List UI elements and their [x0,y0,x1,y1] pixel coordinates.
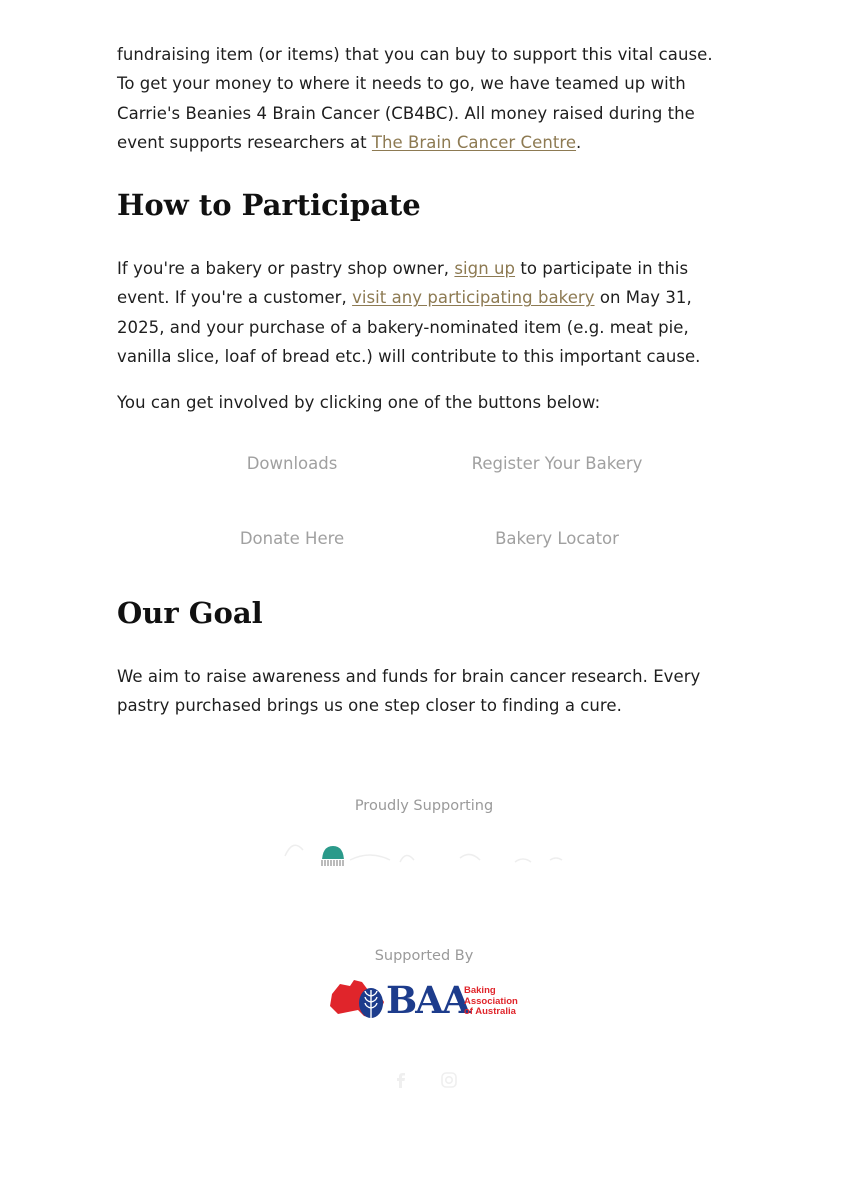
intro-section [117,40,732,157]
intro-line-1: fundraising item (or items) that you can buy to support this vital cause. [117,45,713,64]
intro-line-2: To get your money to where it needs to go, we have teamed up with [117,74,686,94]
baa-name-line-2: Association [464,995,518,1007]
downloads-button[interactable]: Downloads [246,454,338,473]
supported-by-label: Supported By [374,948,474,964]
donate-button[interactable]: Donate Here [239,529,345,548]
beanie-icon [280,826,580,870]
bakery-locator-button[interactable]: Bakery Locator [495,529,619,548]
participate-text-a: If you're a bakery or pastry shop owner, [117,259,455,278]
goal-section [117,662,732,721]
get-involved-text: You can get involved by clicking one of the buttons below: [117,393,601,413]
baa-letters: BAA [386,978,469,1022]
australia-wheat-icon [328,976,388,1022]
participate-text-b: to participate in this event. If you're a customer, [117,259,689,308]
participate-section [117,254,732,417]
intro-line-4-prefix: event supports researchers at [117,132,372,152]
participate-text-c: on May 31, 2025, and your purchase of a bakery-nominated item (e.g. meat pie, vanilla slice, loaf of bread etc.) will contribute to this important cause. [117,288,701,366]
register-bakery-button[interactable]: Register Your Bakery [471,454,643,473]
intro-line-4-suffix: . [576,132,582,152]
baa-logo[interactable] [328,976,528,1024]
baa-name-line-1: Baking [464,985,496,996]
baa-name-line-3: of Australia [464,1006,516,1017]
intro-line-3: Carrie's Beanies 4 Brain Cancer (CB4BC). All money raised during the [117,103,695,123]
facebook-icon[interactable] [394,1072,408,1088]
goal-heading: Our Goal [117,596,263,630]
intro-paragraph [117,40,732,157]
goal-text: We aim to raise awareness and funds for brain cancer research. Every pastry purchased brings us one step closer to finding a cure. [117,667,701,716]
visit-bakery-link[interactable]: visit any participating bakery [352,288,595,308]
cb4bc-logo[interactable] [280,826,580,870]
sign-up-link[interactable]: sign up [454,259,516,278]
baa-name [464,986,518,1018]
proudly-supporting-label: Proudly Supporting [354,798,494,814]
participate-heading: How to Participate [117,188,421,222]
instagram-icon[interactable] [441,1072,457,1088]
brain-cancer-centre-link[interactable]: The Brain Cancer Centre [371,132,577,152]
participate-paragraph [117,254,732,371]
